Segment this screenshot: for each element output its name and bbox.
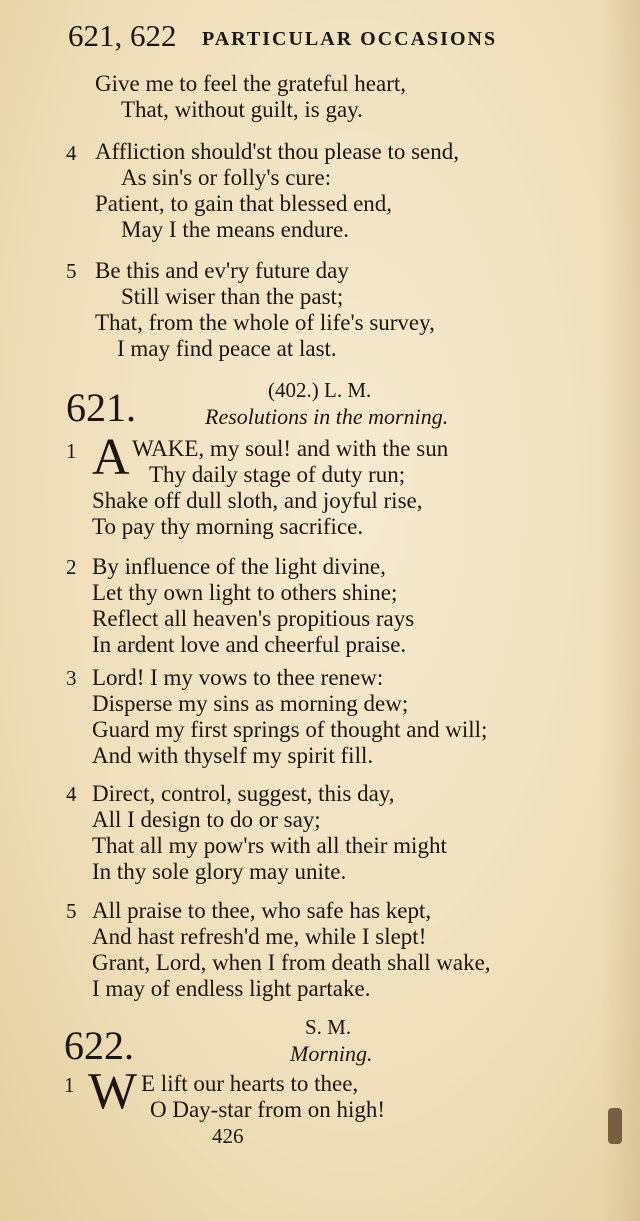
verse-line: Grant, Lord, when I from death shall wake, <box>92 950 491 975</box>
verse-line: That, from the whole of life's survey, <box>95 310 435 335</box>
verse-line: May I the means endure. <box>121 217 350 242</box>
verse-line: All I design to do or say; <box>92 807 321 832</box>
verse-line: Still wiser than the past; <box>121 284 344 309</box>
verse-line: To pay thy morning sacrifice. <box>92 514 364 539</box>
verse-line: Guard my first springs of thought and will; <box>92 717 488 742</box>
hymn-number: 621. <box>66 385 136 430</box>
verse-number: 1 <box>64 1073 75 1097</box>
header-section-title: PARTICULAR OCCASIONS <box>202 28 498 50</box>
verse-number: 1 <box>66 439 77 463</box>
verse-line: I may find peace at last. <box>117 336 337 361</box>
verse-number: 2 <box>66 555 77 579</box>
hymn-meter: (402.) L. M. <box>268 378 372 402</box>
verse-line: Reflect all heaven's propitious rays <box>92 606 415 631</box>
verse-line: By influence of the light divine, <box>92 554 386 579</box>
hymn-meter: S. M. <box>305 1015 352 1039</box>
verse-line: Disperse my sins as morning dew; <box>92 691 409 716</box>
header-hymn-numbers: 621, 622 <box>68 18 177 53</box>
verse-line: In thy sole glory may unite. <box>92 859 347 884</box>
hymn-number: 622. <box>64 1023 134 1068</box>
verse-line: Let thy own light to others shine; <box>92 580 398 605</box>
verse-line: Be this and ev'ry future day <box>95 258 349 283</box>
verse-line: And with thyself my spirit fill. <box>92 743 374 768</box>
verse-line: And hast refresh'd me, while I slept! <box>92 924 427 949</box>
drop-capital: W <box>88 1063 138 1120</box>
verse-line: I may of endless light partake. <box>92 976 371 1001</box>
verse-line: O Day-star from on high! <box>150 1097 386 1122</box>
verse-line: That all my pow'rs with all their might <box>92 833 447 858</box>
verse-line: Thy daily stage of duty run; <box>149 462 406 487</box>
binding-stain <box>608 1108 622 1144</box>
verse-number: 4 <box>66 782 77 806</box>
verse-line: As sin's or folly's cure: <box>121 165 332 190</box>
verse-line: Affliction should'st thou please to send, <box>95 139 460 164</box>
verse-line: That, without guilt, is gay. <box>121 97 363 122</box>
drop-capital: A <box>92 429 130 486</box>
verse-line: Shake off dull sloth, and joyful rise, <box>92 488 423 513</box>
verse-line: E lift our hearts to thee, <box>141 1071 359 1096</box>
verse-line: Give me to feel the grateful heart, <box>95 71 406 96</box>
verse-number: 3 <box>66 666 77 690</box>
verse-line: All praise to thee, who safe has kept, <box>92 898 432 923</box>
verse-line: Direct, control, suggest, this day, <box>92 781 395 806</box>
page-edge-shadow <box>600 0 640 1221</box>
verse-line: Patient, to gain that blessed end, <box>95 191 393 216</box>
verse-line: Lord! I my vows to thee renew: <box>92 665 384 690</box>
verse-number: 5 <box>66 899 77 923</box>
page-number: 426 <box>212 1124 244 1148</box>
hymn-subtitle: Morning. <box>290 1041 373 1066</box>
verse-number: 4 <box>66 141 77 165</box>
verse-number: 5 <box>66 259 77 283</box>
verse-line: WAKE, my soul! and with the sun <box>132 436 449 461</box>
verse-line: In ardent love and cheerful praise. <box>92 632 407 657</box>
hymn-subtitle: Resolutions in the morning. <box>205 404 449 429</box>
